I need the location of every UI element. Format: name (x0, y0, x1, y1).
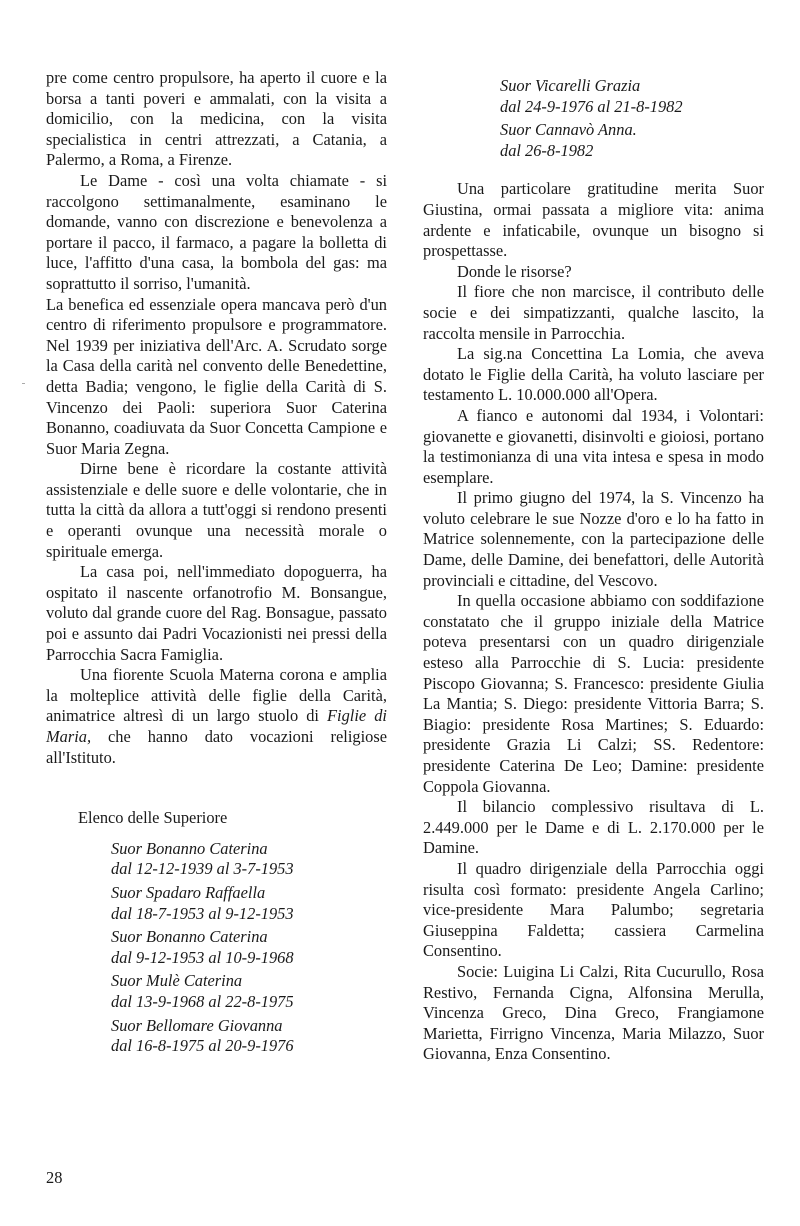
superior-dates: dal 9-12-1953 al 10-9-1968 (111, 947, 294, 967)
superior-dates: dal 12-12-1939 al 3-7-1953 (111, 859, 294, 879)
paragraph: Donde le risorse? (457, 261, 572, 281)
list-item (111, 1016, 387, 1057)
superior-dates: dal 13-9-1968 al 22-8-1975 (111, 991, 294, 1011)
paragraph: Il fiore che non marcisce, il contributo delle socie e dei simpatizzanti, qualche lascito, la raccolta mensile in Parrocchia. (423, 282, 764, 343)
paragraph (46, 665, 387, 768)
text-run: che hanno dato vocazioni religiose all'Istituto. (46, 727, 387, 767)
superiors-list-title: Elenco delle Superiore (78, 808, 228, 828)
superior-name: Suor Bonanno Caterina (111, 838, 268, 858)
paragraph: A fianco e autonomi dal 1934, i Volontari: giovanette e giovanetti, disinvolti e gioiosi, portano la testimonianza di una vita intesa e spesa in modo esemplare. (423, 405, 764, 487)
list-item (500, 120, 764, 161)
paragraph: Socie: Luigina Li Calzi, Rita Cucurullo, Rosa Restivo, Fernanda Cigna, Alfonsina Merulla, Vincenza Greco, Dina Greco, Frangiamone Marietta, Firrigno Vincenza, Maria Milazzo, Suor Giovanna, Enza Consentino. (423, 961, 764, 1064)
superiors-list (46, 839, 387, 1057)
paragraph: Le Dame - così una volta chiamate - si raccolgono settimanalmente, esaminano le domande, vanno con discrezione e benevolenza a portare il pacco, il farmaco, a pagare la bolletta di luce, l'affitto d'una casa, la bombola del gas: ma soprattutto il sorriso, l'umanità. (46, 170, 387, 293)
superior-name: Suor Cannavò Anna. (500, 120, 637, 140)
superior-name: Suor Mulè Caterina (111, 971, 243, 991)
superior-name: Suor Bonanno Caterina (111, 927, 268, 947)
paragraph: pre come centro propulsore, ha aperto il cuore e la borsa a tanti poveri e ammalati, con la visita a domicilio, con la medicina, con la visita specialistica in centri attrezzati, a Catania, a Palermo, a Roma, a Firenze. (46, 68, 387, 170)
list-item (111, 927, 387, 968)
list-item (111, 883, 387, 924)
superior-name: Suor Spadaro Raffaella (111, 882, 266, 902)
superiors-list-continued (423, 76, 764, 161)
list-item (111, 971, 387, 1012)
italic-text: Figlie di Maria, (46, 706, 387, 746)
paragraph: Il quadro dirigenziale della Parrocchia oggi risulta così formato: presidente Angela Carlino; vice-presidente Mara Palumbo; segretaria Giuseppina Faldetta; cassiera Carmelina Consentino. (423, 858, 764, 961)
text-run: Una fiorente Scuola Materna corona e amplia la molteplice attività delle figlie della Carità, animatrice altresì di un largo stuolo di (46, 665, 387, 726)
page-number: 28 (46, 1168, 63, 1187)
list-item (500, 76, 764, 117)
paragraph: Il bilancio complessivo risultava di L. 2.449.000 per le Dame e di L. 2.170.000 per le Damine. (423, 797, 764, 858)
paragraph: La benefica ed essenziale opera mancava però d'un centro di riferimento propulsore e programmatore. Nel 1939 per iniziativa dell'Arc. A. Scrudato sorge la Casa della carità nel convento delle Benedettine, detta Badia; vengono, le figlie della Carità di S. Vincenzo dei Paoli: superiora Suor Caterina Bonanno, coadiuvata da Suor Concetta Campione e Suor Maria Zegna. (46, 294, 387, 458)
paragraph: Una particolare gratitudine merita Suor Giustina, ormai passata a migliore vita: anima ardente e infaticabile, ovunque un bisogno si prospettasse. (423, 179, 764, 261)
paragraph: La sig.na Concettina La Lomia, che aveva dotato le Figlie della Carità, ha voluto lasciare per testamento L. 10.000.000 all'Opera. (423, 344, 764, 405)
right-column (423, 76, 764, 1065)
paragraph: In quella occasione abbiamo con soddifazione constatato che il gruppo iniziale della Matrice poteva presentarsi con un quadro dirigenziale esteso alla Parrocchie di S. Lucia: presidente Piscopo Giovanna; S. Francesco: presidente Giulia La Mantia; S. Diego: presidente Vittoria Barra; S. Biagio: presidente Rosa Martines; S. Eduardo: presidente Grazia Li Calzi; SS. Redentore: presidente Caterina De Leo; Damine: presidente Coppola Giovanna. (423, 591, 764, 796)
superior-dates: dal 24-9-1976 al 21-8-1982 (500, 96, 683, 116)
superior-dates: dal 26-8-1982 (500, 140, 594, 160)
paragraph: Il primo giugno del 1974, la S. Vincenzo ha voluto celebrare le sue Nozze d'oro e lo ha fatto in Matrice solennemente, con la partecipazione delle Dame, delle Damine, dei benefattori, delle Autorità provinciali e cittadine, del Vescovo. (423, 488, 764, 590)
left-column (46, 68, 387, 1060)
superior-name: Suor Vicarelli Grazia (500, 76, 641, 95)
paragraph: La casa poi, nell'immediato dopoguerra, ha ospitato il nascente orfanotrofio M. Bonsangue, voluto dal grande cuore del Rag. Bonsague, passato poi e assunto dai Padri Vocazionisti nei pressi della Parrocchia Sacra Famiglia. (46, 562, 387, 664)
superior-dates: dal 16-8-1975 al 20-9-1976 (111, 1036, 294, 1056)
list-item (111, 839, 387, 880)
superior-dates: dal 18-7-1953 al 9-12-1953 (111, 903, 294, 923)
superior-name: Suor Bellomare Giovanna (111, 1015, 283, 1035)
scan-mark (22, 383, 25, 384)
paragraph: Dirne bene è ricordare la costante attività assistenziale e delle suore e delle volontarie, che in tutta la città da allora a tutt'oggi si rendono presenti e operanti ovunque una necessità morale o spirituale emerga. (46, 459, 387, 561)
